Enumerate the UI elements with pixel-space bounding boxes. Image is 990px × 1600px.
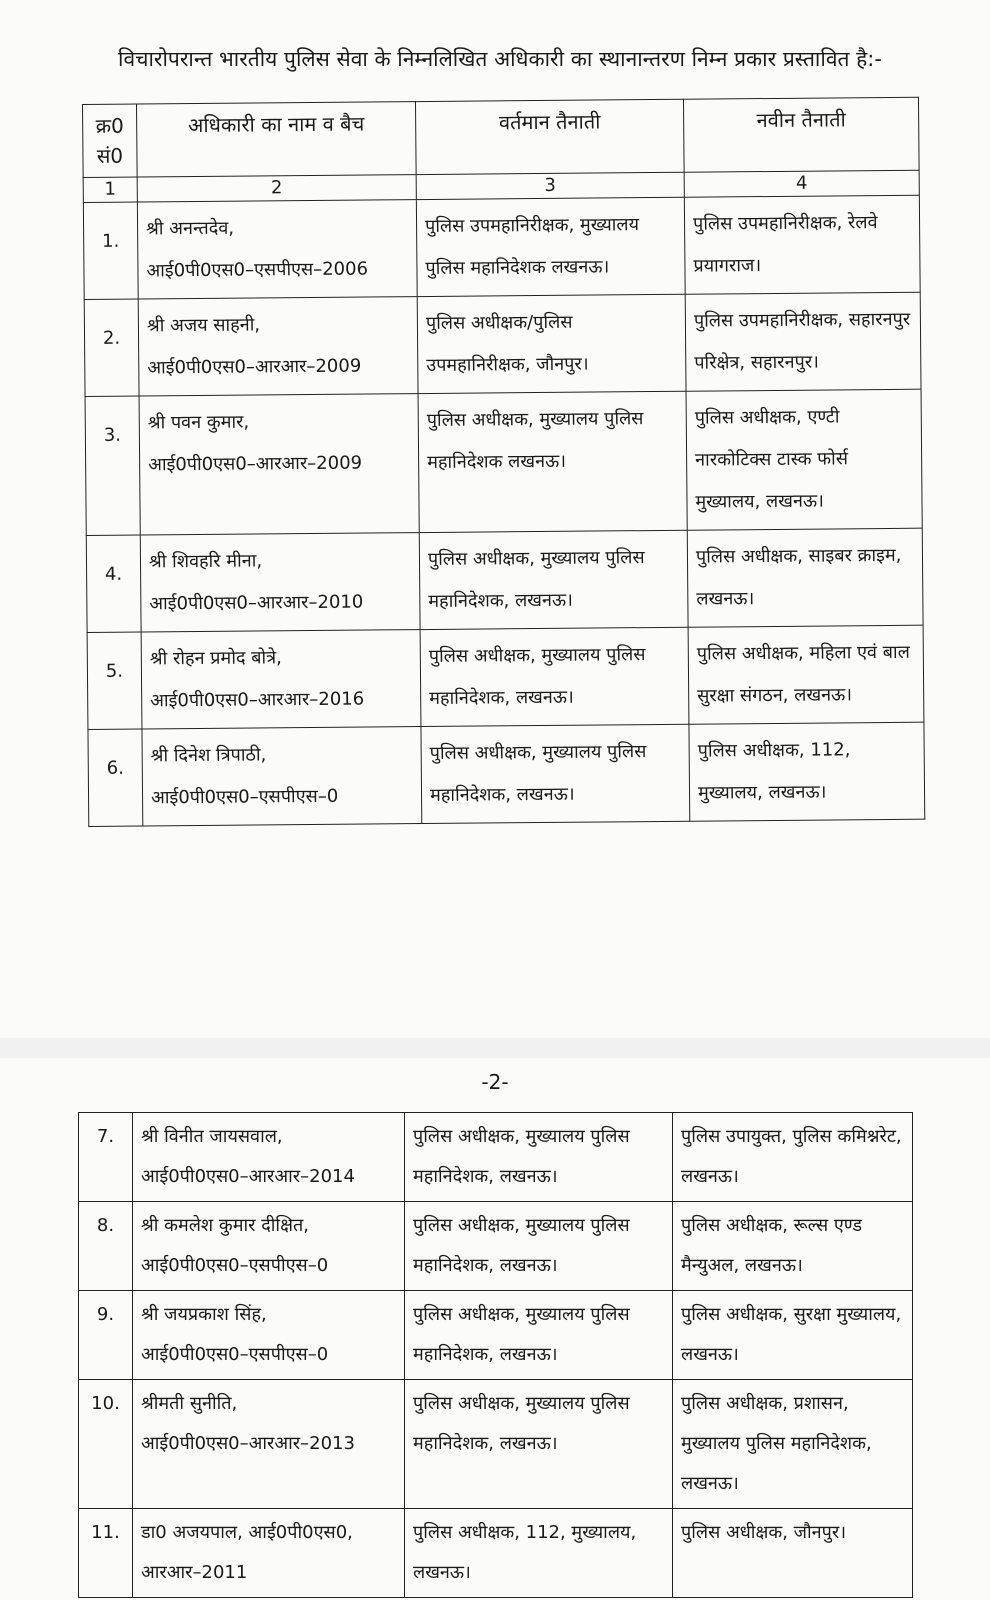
serial-number-cell: [86, 535, 141, 632]
current-posting-cell: [405, 1380, 673, 1509]
serial-number-cell: [84, 299, 139, 396]
serial-number: 9.: [96, 1304, 115, 1325]
current-posting: पुलिस अधीक्षक, मुख्यालय पुलिस महानिदेशक, लखनऊ।: [413, 1304, 630, 1365]
current-posting: पुलिस अधीक्षक, मुख्यालय पुलिस महानिदेशक, लखनऊ।: [429, 741, 647, 806]
officer-name: श्री अजय साहनी,: [146, 314, 261, 337]
column-number: 1: [83, 177, 137, 202]
table-row: [85, 389, 922, 535]
officer-batch: आरआर–2011: [141, 1562, 248, 1583]
current-posting-cell: [418, 391, 687, 532]
table-row: [79, 1113, 913, 1202]
officer-batch: आई0पी0एस0–आरआर–2014: [141, 1166, 355, 1187]
officer-batch: आई0पी0एस0–आरआर–2016: [150, 688, 365, 712]
current-posting: पुलिस अधीक्षक, मुख्यालय पुलिस महानिदेशक लखनऊ।: [426, 408, 644, 474]
serial-number: 5.: [105, 660, 124, 682]
current-posting: पुलिस अधीक्षक, 112, मुख्यालय, लखनऊ।: [413, 1522, 637, 1583]
table-row: [79, 1509, 913, 1598]
serial-number: 11.: [91, 1522, 120, 1543]
officer-name-cell: [138, 297, 418, 396]
current-posting-cell: [420, 627, 689, 726]
new-posting-cell: [673, 1509, 913, 1598]
serial-number-cell: [79, 1509, 133, 1598]
column-number: 4: [684, 170, 919, 197]
new-posting: पुलिस उपायुक्त, पुलिस कमिश्नरेट, लखनऊ।: [681, 1126, 902, 1187]
header-new-posting: नवीन तैनाती: [683, 97, 919, 172]
serial-number: 4.: [104, 563, 123, 585]
serial-number-cell: [87, 632, 142, 729]
current-posting: पुलिस अधीक्षक, मुख्यालय पुलिस महानिदेशक, लखनऊ।: [413, 1393, 630, 1454]
officer-name: श्री दिनेश त्रिपाठी,: [150, 744, 267, 767]
current-posting: पुलिस उपमहानिरीक्षक, मुख्यालय पुलिस महानिदेशक लखनऊ।: [424, 214, 640, 280]
current-posting-cell: [405, 1202, 673, 1291]
new-posting-cell: [673, 1380, 913, 1509]
new-posting-cell: [684, 195, 920, 294]
transfer-table-page-2: [78, 1112, 913, 1598]
new-posting: पुलिस अधीक्षक, महिला एवं बाल सुरक्षा संगठन, लखनऊ।: [696, 641, 910, 707]
current-posting: पुलिस अधीक्षक, मुख्यालय पुलिस महानिदेशक, लखनऊ।: [428, 644, 646, 709]
officer-batch: आई0पी0एस0–आरआर–2009: [147, 355, 362, 379]
officer-batch: आई0पी0एस0–आरआर–2010: [149, 591, 364, 615]
serial-number: 6.: [106, 757, 124, 779]
current-posting: पुलिस अधीक्षक/पुलिस उपमहानिरीक्षक, जौनपुर।: [425, 311, 589, 377]
officer-name-cell: [137, 200, 417, 299]
current-posting-cell: [416, 197, 685, 296]
officer-batch: आई0पी0एस0–आरआर–2013: [141, 1433, 355, 1454]
header-serial: क्र0 सं0: [83, 104, 138, 177]
new-posting: पुलिस अधीक्षक, सुरक्षा मुख्यालय, लखनऊ।: [681, 1304, 902, 1365]
current-posting-cell: [421, 724, 690, 823]
new-posting: पुलिस उपमहानिरीक्षक, रेलवे प्रयागराज।: [692, 212, 878, 277]
officer-name: श्री विनीत जायसवाल,: [141, 1126, 283, 1147]
officer-batch: आई0पी0एस0–एसपीएस–0: [141, 1344, 329, 1365]
officer-batch: आई0पी0एस0–एसपीएस–2006: [146, 258, 369, 282]
table-row: [87, 625, 924, 729]
officer-name: श्री अनन्तदेव,: [146, 217, 235, 240]
new-posting: पुलिस अधीक्षक, साइबर क्राइम, लखनऊ।: [695, 544, 902, 610]
new-posting: पुलिस अधीक्षक, जौनपुर।: [681, 1522, 847, 1543]
serial-number-cell: [88, 729, 143, 826]
new-posting-cell: [686, 389, 922, 530]
serial-number-cell: [79, 1380, 133, 1509]
officer-name-cell: [133, 1202, 405, 1291]
officer-name: डा0 अजयपाल, आई0पी0एस0,: [141, 1522, 353, 1543]
officer-batch: आई0पी0एस0–एसपीएस–0: [150, 785, 339, 809]
table-header-row: [83, 97, 920, 177]
officer-name-cell: [133, 1380, 405, 1509]
new-posting: पुलिस अधीक्षक, 112, मुख्यालय, लखनऊ।: [697, 739, 851, 804]
new-posting: पुलिस उपमहानिरीक्षक, सहारनपुर परिक्षेत्र, सहारनपुर।: [693, 308, 911, 374]
officer-name: श्रीमती सुनीति,: [141, 1393, 238, 1414]
table-row: [83, 195, 920, 299]
table-row: [79, 1380, 913, 1509]
serial-number: 1.: [102, 230, 120, 252]
new-posting-cell: [685, 292, 921, 391]
new-posting-cell: [688, 625, 924, 724]
current-posting: पुलिस अधीक्षक, मुख्यालय पुलिस महानिदेशक, लखनऊ।: [413, 1126, 630, 1187]
table-row: [79, 1291, 913, 1380]
serial-number-cell: [79, 1291, 133, 1380]
officer-name: श्री शिवहरि मीना,: [148, 550, 263, 573]
current-posting-cell: [405, 1113, 673, 1202]
officer-name: श्री जयप्रकाश सिंह,: [141, 1304, 267, 1325]
current-posting-cell: [405, 1509, 673, 1598]
column-number: 3: [416, 172, 684, 199]
new-posting-cell: [673, 1202, 913, 1291]
serial-number: 7.: [96, 1126, 115, 1147]
new-posting: पुलिस अधीक्षक, रूल्स एण्ड मैन्युअल, लखनऊ।: [681, 1215, 862, 1276]
serial-number-cell: [83, 202, 138, 299]
serial-number: 10.: [91, 1393, 120, 1414]
serial-number: 3.: [103, 424, 122, 446]
officer-name-cell: [139, 394, 419, 535]
officer-name: श्री कमलेश कुमार दीक्षित,: [141, 1215, 309, 1236]
officer-name-cell: [133, 1509, 405, 1598]
current-posting-cell: [405, 1291, 673, 1380]
new-posting: पुलिस अधीक्षक, प्रशासन, मुख्यालय पुलिस महानिदेशक, लखनऊ।: [681, 1393, 872, 1494]
officer-batch: आई0पी0एस0–एसपीएस–0: [141, 1255, 329, 1276]
column-number: 2: [137, 175, 416, 202]
serial-number-cell: [79, 1202, 133, 1291]
header-officer-name: अधिकारी का नाम व बैच: [137, 102, 417, 177]
officer-name-cell: [141, 630, 421, 729]
officer-name: श्री रोहन प्रमोद बोत्रे,: [149, 647, 282, 670]
new-posting-cell: [673, 1113, 913, 1202]
officer-batch: आई0पी0एस0–आरआर–2009: [148, 452, 363, 476]
new-posting-cell: [673, 1291, 913, 1380]
serial-number-cell: [85, 396, 140, 535]
current-posting: पुलिस अधीक्षक, मुख्यालय पुलिस महानिदेशक, लखनऊ।: [427, 547, 645, 612]
table-row: [79, 1202, 913, 1291]
new-posting-cell: [687, 528, 923, 627]
table-row: [88, 722, 925, 826]
new-posting-cell: [689, 722, 925, 821]
page-number: -2-: [481, 1070, 509, 1094]
current-posting-cell: [417, 294, 686, 393]
table-row: [86, 528, 923, 632]
header-current-posting: वर्तमान तैनाती: [415, 99, 684, 174]
serial-number-cell: [79, 1113, 133, 1202]
officer-name-cell: [140, 533, 420, 632]
table-row: [84, 292, 921, 396]
new-posting: पुलिस अधीक्षक, एण्टी नारकोटिक्स टास्क फोर्स मुख्यालय, लखनऊ।: [694, 406, 849, 513]
officer-name-cell: [142, 727, 422, 826]
intro-paragraph: विचारोपरान्त भारतीय पुलिस सेवा के निम्नलिखित अधिकारी का स्थानान्तरण निम्न प्रकार प्रस्तावित है:-: [118, 47, 882, 71]
serial-number: 8.: [96, 1215, 115, 1236]
officer-name-cell: [133, 1113, 405, 1202]
officer-name: श्री पवन कुमार,: [147, 411, 250, 434]
current-posting-cell: [419, 530, 688, 629]
serial-number: 2.: [102, 327, 121, 349]
current-posting: पुलिस अधीक्षक, मुख्यालय पुलिस महानिदेशक, लखनऊ।: [413, 1215, 630, 1276]
transfer-table-page-1: [82, 97, 925, 827]
officer-name-cell: [133, 1291, 405, 1380]
